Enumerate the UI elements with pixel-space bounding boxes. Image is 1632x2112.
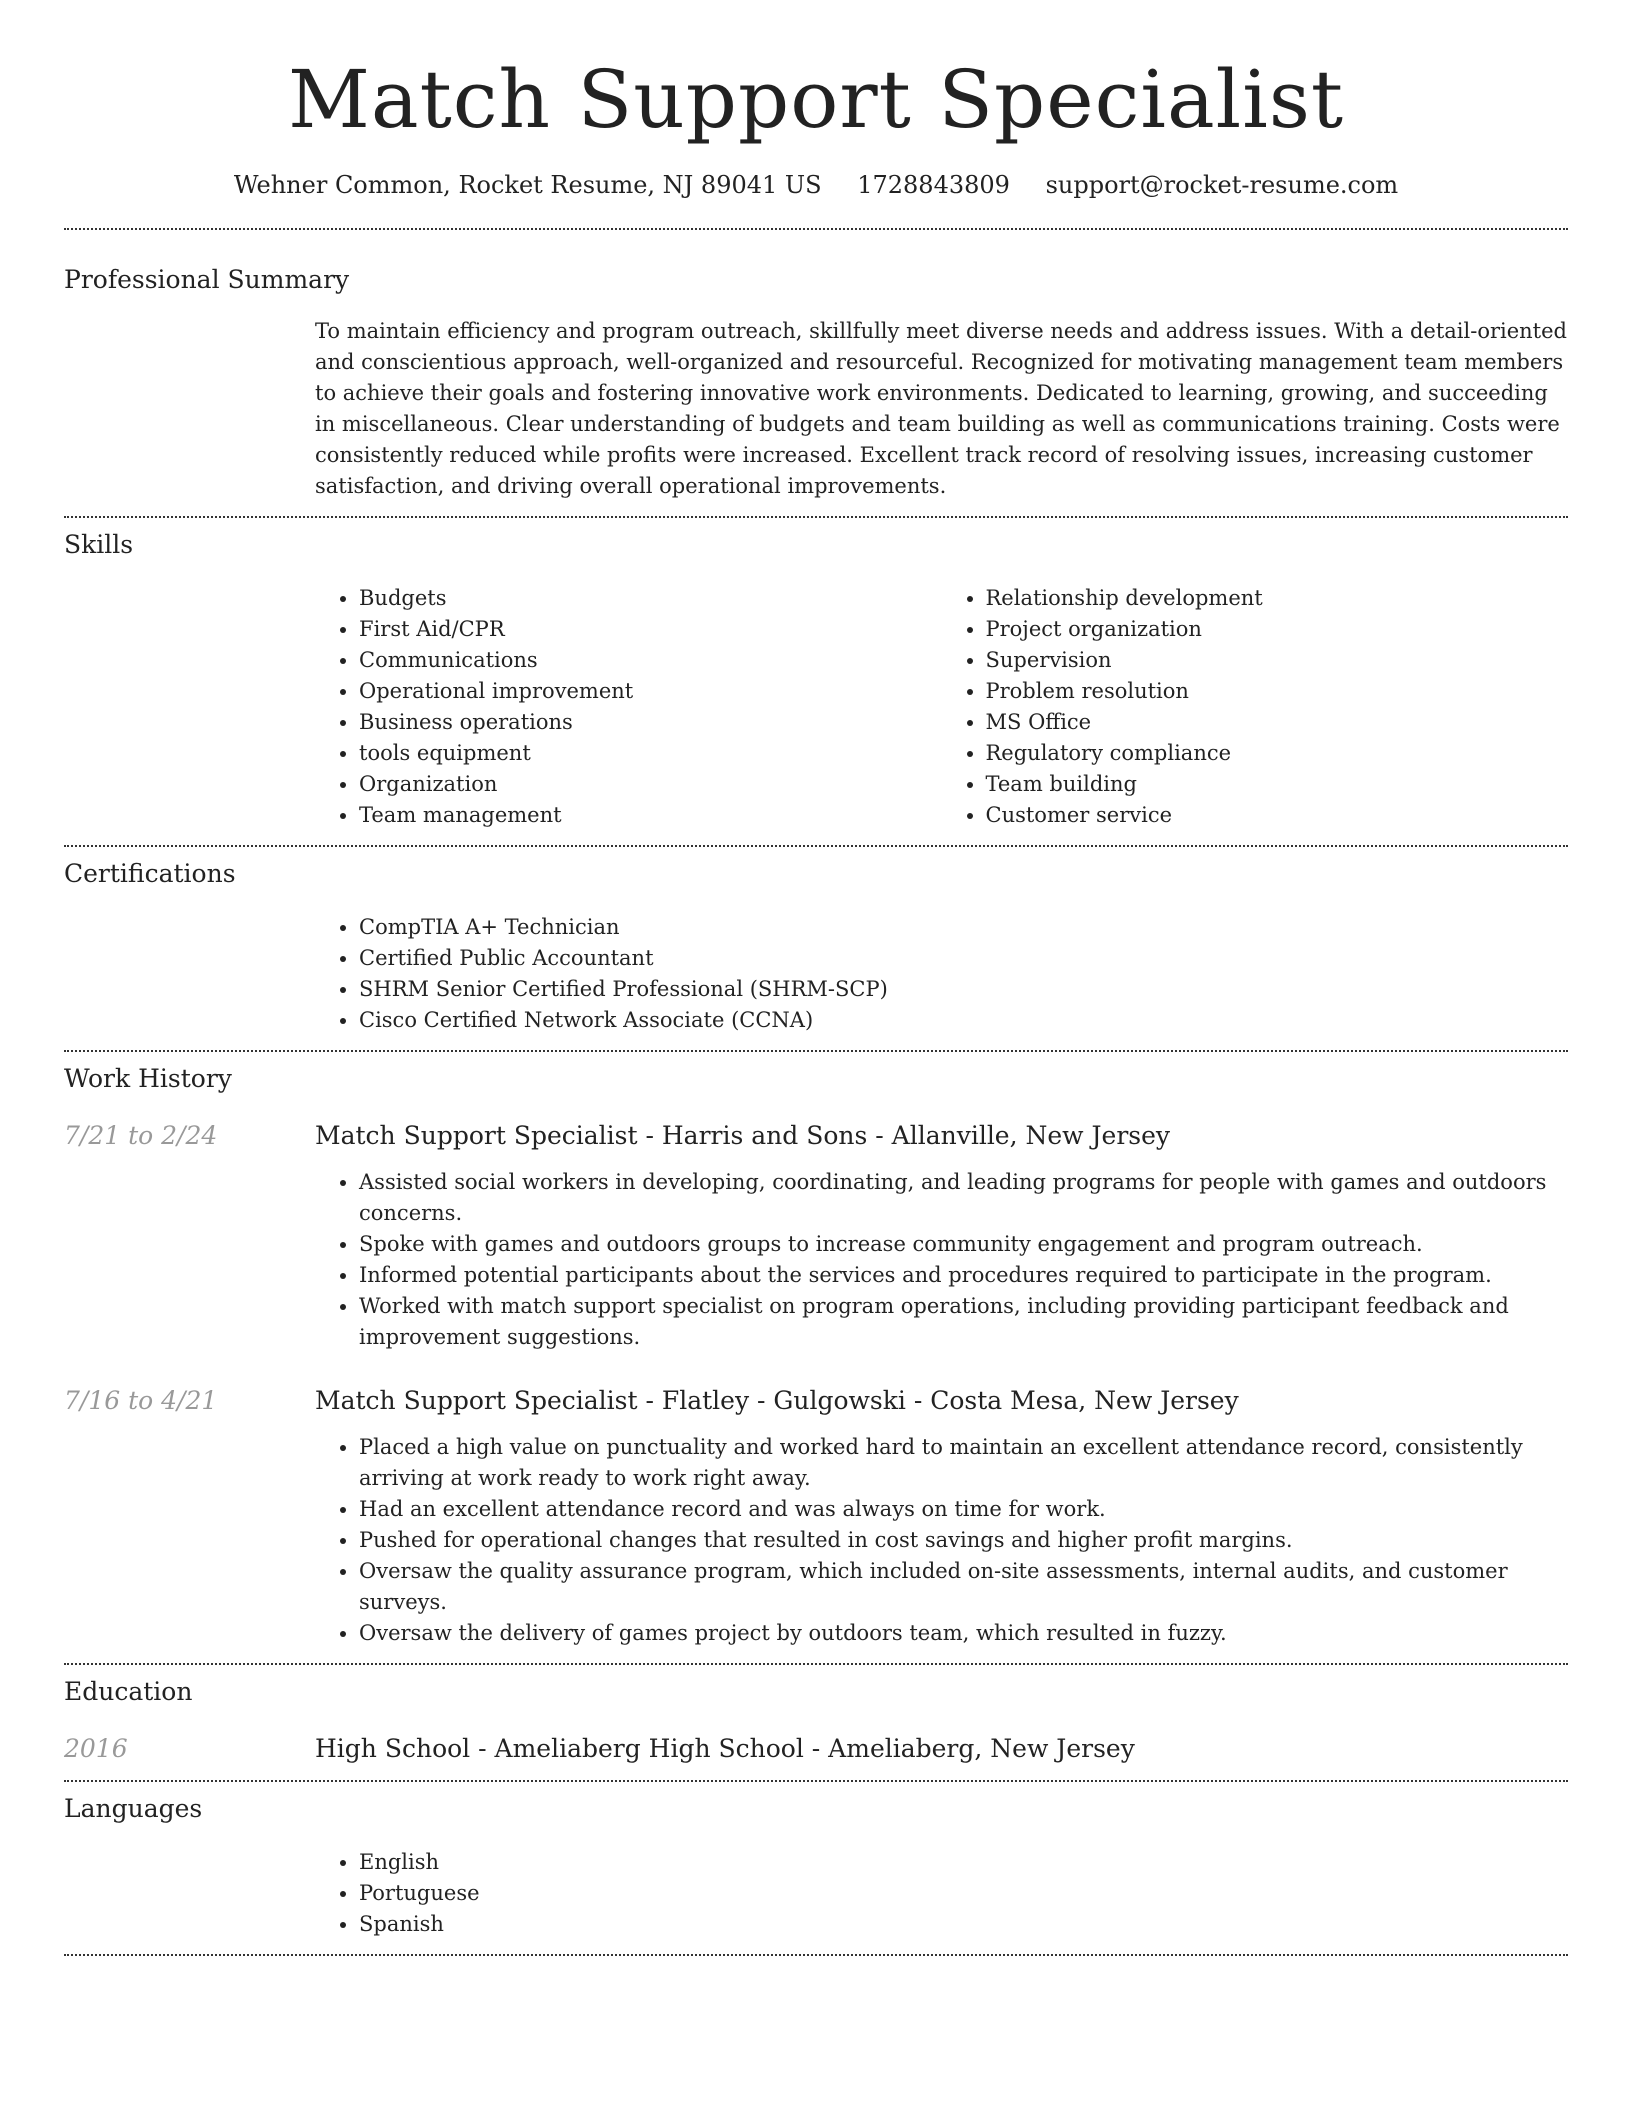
list-item: • Placed a high value on punctuality and worked hard to maintain an excellent attendance record, consistently arriving at work ready to work right away. bbox=[359, 1432, 1568, 1494]
skills-column-left bbox=[315, 583, 942, 831]
languages-list bbox=[315, 1847, 1568, 1940]
certifications-section bbox=[64, 847, 1568, 1050]
list-item: • Business operations bbox=[359, 707, 942, 738]
summary-heading: Professional Summary bbox=[64, 265, 350, 294]
list-item: • Worked with match support specialist on program operations, including providing participant feedback and improvement suggestions. bbox=[359, 1291, 1568, 1353]
languages-heading: Languages bbox=[64, 1794, 203, 1823]
list-item: • SHRM Senior Certified Professional (SHRM-SCP) bbox=[359, 974, 1568, 1005]
contact-line bbox=[64, 168, 1568, 202]
list-item: • Project organization bbox=[986, 614, 1569, 645]
list-item: • MS Office bbox=[986, 707, 1569, 738]
list-item: • Organization bbox=[359, 769, 942, 800]
job-bullets bbox=[315, 1432, 1568, 1649]
list-item: • Relationship development bbox=[986, 583, 1569, 614]
work-history-section bbox=[64, 1052, 1568, 1663]
list-item: • Communications bbox=[359, 645, 942, 676]
education-title: High School - Ameliaberg High School - Ameliaberg, New Jersey bbox=[315, 1734, 1135, 1763]
skills-section bbox=[64, 518, 1568, 845]
list-item: • Problem resolution bbox=[986, 676, 1569, 707]
job-entry bbox=[64, 1384, 1568, 1418]
job-dates: 7/21 to 2/24 bbox=[64, 1121, 218, 1150]
list-item: • Operational improvement bbox=[359, 676, 942, 707]
resume-page bbox=[64, 0, 1568, 1956]
page-title: Match Support Specialist bbox=[287, 53, 1345, 146]
list-item: • Oversaw the quality assurance program, which included on-site assessments, internal audits, and customer surveys. bbox=[359, 1556, 1568, 1618]
list-item: • First Aid/CPR bbox=[359, 614, 942, 645]
contact-address: Wehner Common, Rocket Resume, NJ 89041 US bbox=[233, 171, 822, 199]
work-history-heading: Work History bbox=[64, 1064, 232, 1093]
certifications-heading: Certifications bbox=[64, 859, 236, 888]
summary-text: To maintain efficiency and program outreach, skillfully meet diverse needs and address issues. With a detail-oriented and conscientious approach, well-organized and resourceful. Recognized for motivating management team members to achieve their goals and fostering innovative work environments. Dedicated to learning, growing, and succeeding in miscellaneous. Clear understanding of budgets and team building as well as communications training. Costs were consistently reduced while profits were increased. Excellent track record of resolving issues, increasing customer satisfaction, and driving overall operational improvements. bbox=[315, 319, 1567, 498]
list-item: • Pushed for operational changes that resulted in cost savings and higher profit margins. bbox=[359, 1525, 1568, 1556]
list-item: • Cisco Certified Network Associate (CCNA) bbox=[359, 1005, 1568, 1036]
list-item: • English bbox=[359, 1847, 1568, 1878]
skills-list bbox=[315, 583, 1568, 831]
languages-section bbox=[64, 1782, 1568, 1954]
education-section bbox=[64, 1665, 1568, 1780]
list-item: • Had an excellent attendance record and was always on time for work. bbox=[359, 1494, 1568, 1525]
list-item: • Assisted social workers in developing, coordinating, and leading programs for people with games and outdoors concerns. bbox=[359, 1167, 1568, 1229]
job-title: Match Support Specialist - Flatley - Gulgowski - Costa Mesa, New Jersey bbox=[315, 1386, 1239, 1415]
list-item: • Supervision bbox=[986, 645, 1569, 676]
list-item: • Regulatory compliance bbox=[986, 738, 1569, 769]
list-item: • Spoke with games and outdoors groups to increase community engagement and program outreach. bbox=[359, 1229, 1568, 1260]
list-item: • Team management bbox=[359, 800, 942, 831]
job-entry bbox=[64, 1119, 1568, 1153]
education-heading: Education bbox=[64, 1677, 193, 1706]
list-item: • Portuguese bbox=[359, 1878, 1568, 1909]
list-item: • Team building bbox=[986, 769, 1569, 800]
job-title: Match Support Specialist - Harris and Sons - Allanville, New Jersey bbox=[315, 1121, 1171, 1150]
list-item: • Oversaw the delivery of games project by outdoors team, which resulted in fuzzy. bbox=[359, 1618, 1568, 1649]
list-item: • CompTIA A+ Technician bbox=[359, 912, 1568, 943]
list-item: • Budgets bbox=[359, 583, 942, 614]
education-entry bbox=[64, 1732, 1568, 1766]
certifications-list bbox=[315, 912, 1568, 1036]
summary-section bbox=[64, 230, 1568, 516]
skills-heading: Skills bbox=[64, 530, 134, 559]
contact-phone: 1728843809 bbox=[857, 171, 1010, 199]
skills-column-right bbox=[942, 583, 1569, 831]
list-item: • Customer service bbox=[986, 800, 1569, 831]
list-item: • Informed potential participants about the services and procedures required to participate in the program. bbox=[359, 1260, 1568, 1291]
list-item: • Certified Public Accountant bbox=[359, 943, 1568, 974]
list-item: • tools equipment bbox=[359, 738, 942, 769]
divider bbox=[64, 1954, 1568, 1956]
list-item: • Spanish bbox=[359, 1909, 1568, 1940]
job-dates: 7/16 to 4/21 bbox=[64, 1386, 218, 1415]
job-bullets bbox=[315, 1167, 1568, 1353]
education-year: 2016 bbox=[64, 1734, 128, 1763]
contact-email: support@rocket-resume.com bbox=[1045, 171, 1399, 199]
